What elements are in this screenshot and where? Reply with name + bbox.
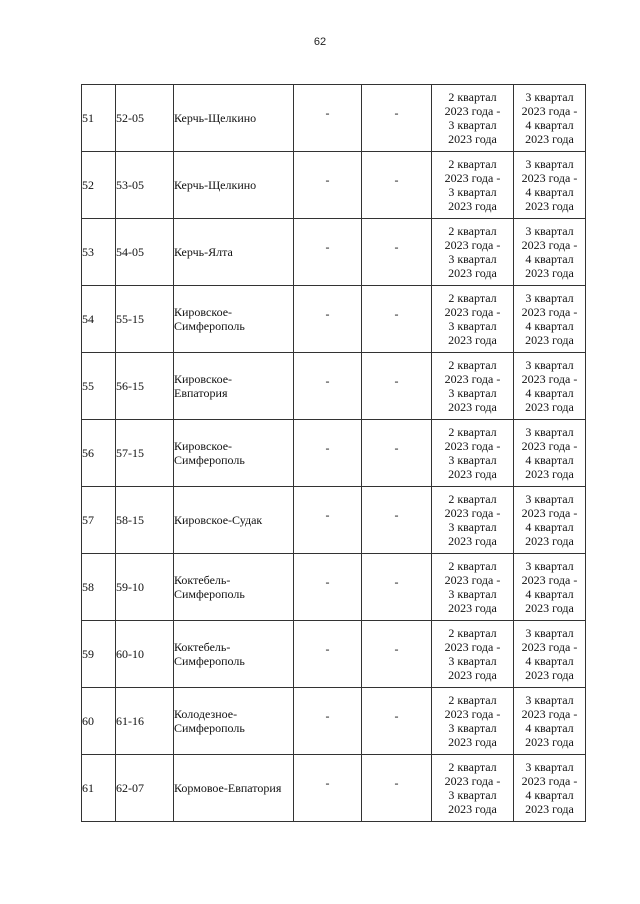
dash-value: - (325, 575, 330, 589)
dash-cell (362, 353, 432, 420)
dash-cell (294, 286, 362, 353)
quarter-line: 2023 года - (521, 707, 578, 721)
period-from (432, 353, 514, 420)
quarter-line: 2023 года - (521, 640, 578, 654)
quarter-line: 2023 года (525, 266, 574, 280)
period-from (432, 554, 514, 621)
dash-cell (362, 152, 432, 219)
dash-cell (294, 420, 362, 487)
quarter-line: 2023 года - (521, 774, 578, 788)
route-name (174, 487, 294, 554)
quarter-line: 2023 года (448, 199, 497, 213)
quarter-line: 2023 года (448, 333, 497, 347)
dash-value: - (325, 307, 330, 321)
quarter-line: 2023 года (448, 400, 497, 414)
quarter-line: 3 квартал (525, 693, 574, 707)
quarter-line: 2023 года (448, 266, 497, 280)
quarter-line: 4 квартал (525, 654, 574, 668)
quarter-line: 4 квартал (525, 252, 574, 266)
route-code: 53-05 (116, 152, 174, 219)
quarter-line: 2023 года - (444, 573, 501, 587)
route-name (174, 755, 294, 822)
dash-value: - (325, 642, 330, 656)
route-name-line: Кировское-Судак (174, 513, 263, 527)
dash-value: - (394, 106, 399, 120)
row-number: 57 (82, 487, 116, 554)
quarter-line: 2023 года (448, 132, 497, 146)
route-name (174, 152, 294, 219)
routes-table (81, 84, 586, 822)
route-code: 58-15 (116, 487, 174, 554)
quarter-line: 2023 года (525, 132, 574, 146)
quarter-line: 2023 года - (521, 372, 578, 386)
dash-value: - (394, 173, 399, 187)
route-name-line: Колодезное- (174, 707, 238, 721)
table-row (82, 152, 586, 219)
period-to (514, 85, 586, 152)
route-name (174, 286, 294, 353)
quarter-line: 2023 года - (521, 439, 578, 453)
quarter-line: 4 квартал (525, 788, 574, 802)
table-row (82, 219, 586, 286)
dash-value: - (394, 374, 399, 388)
period-from (432, 621, 514, 688)
route-code: 57-15 (116, 420, 174, 487)
dash-cell (362, 219, 432, 286)
row-number: 58 (82, 554, 116, 621)
page-number: 62 (313, 36, 327, 48)
dash-value: - (394, 575, 399, 589)
table-row (82, 353, 586, 420)
dash-value: - (394, 441, 399, 455)
quarter-line: 3 квартал (525, 626, 574, 640)
route-name-line: Симферополь (174, 453, 245, 467)
dash-cell (294, 554, 362, 621)
quarter-line: 2 квартал (448, 626, 497, 640)
row-number: 60 (82, 688, 116, 755)
dash-value: - (325, 374, 330, 388)
table-row (82, 755, 586, 822)
quarter-line: 3 квартал (525, 224, 574, 238)
quarter-line: 2023 года - (521, 171, 578, 185)
quarter-line: 4 квартал (525, 453, 574, 467)
routes-table-body (82, 85, 586, 822)
period-to (514, 755, 586, 822)
route-name-line: Симферополь (174, 319, 245, 333)
route-code: 56-15 (116, 353, 174, 420)
period-to (514, 353, 586, 420)
quarter-line: 2023 года - (521, 573, 578, 587)
period-to (514, 688, 586, 755)
dash-cell (294, 755, 362, 822)
dash-cell (362, 85, 432, 152)
quarter-line: 2023 года (448, 467, 497, 481)
dash-value: - (394, 307, 399, 321)
quarter-line: 3 квартал (448, 788, 497, 802)
row-number: 55 (82, 353, 116, 420)
quarter-line: 2023 года (525, 400, 574, 414)
route-name-line: Симферополь (174, 587, 245, 601)
dash-value: - (325, 441, 330, 455)
period-from (432, 152, 514, 219)
route-name (174, 353, 294, 420)
quarter-line: 3 квартал (525, 425, 574, 439)
quarter-line: 2023 года - (444, 238, 501, 252)
route-name-line: Симферополь (174, 721, 245, 735)
quarter-line: 4 квартал (525, 520, 574, 534)
quarter-line: 2023 года (525, 467, 574, 481)
period-from (432, 755, 514, 822)
route-name-line: Керчь-Щелкино (174, 111, 257, 125)
table-row (82, 420, 586, 487)
quarter-line: 2023 года - (444, 640, 501, 654)
dash-cell (294, 219, 362, 286)
quarter-line: 3 квартал (448, 721, 497, 735)
table-row (82, 621, 586, 688)
dash-cell (294, 85, 362, 152)
quarter-line: 2 квартал (448, 224, 497, 238)
quarter-line: 3 квартал (448, 587, 497, 601)
dash-cell (294, 353, 362, 420)
quarter-line: 2 квартал (448, 492, 497, 506)
period-to (514, 420, 586, 487)
dash-value: - (325, 508, 330, 522)
route-name-line: Евпатория (174, 386, 228, 400)
dash-cell (362, 286, 432, 353)
row-number: 61 (82, 755, 116, 822)
quarter-line: 2023 года - (521, 104, 578, 118)
table-row (82, 487, 586, 554)
route-code: 62-07 (116, 755, 174, 822)
quarter-line: 3 квартал (525, 358, 574, 372)
quarter-line: 2 квартал (448, 291, 497, 305)
dash-cell (294, 688, 362, 755)
dash-cell (294, 487, 362, 554)
table-row (82, 554, 586, 621)
quarter-line: 2023 года - (444, 707, 501, 721)
period-from (432, 219, 514, 286)
dash-value: - (325, 240, 330, 254)
dash-cell (362, 554, 432, 621)
quarter-line: 2 квартал (448, 90, 497, 104)
period-to (514, 152, 586, 219)
quarter-line: 2023 года - (521, 305, 578, 319)
route-code: 59-10 (116, 554, 174, 621)
period-from (432, 85, 514, 152)
dash-value: - (394, 508, 399, 522)
table-row (82, 286, 586, 353)
row-number: 51 (82, 85, 116, 152)
quarter-line: 2023 года (525, 802, 574, 816)
quarter-line: 2023 года (525, 668, 574, 682)
quarter-line: 2 квартал (448, 157, 497, 171)
quarter-line: 2023 года (525, 735, 574, 749)
dash-cell (294, 152, 362, 219)
quarter-line: 4 квартал (525, 319, 574, 333)
quarter-line: 4 квартал (525, 118, 574, 132)
quarter-line: 3 квартал (448, 252, 497, 266)
dash-cell (362, 755, 432, 822)
row-number: 59 (82, 621, 116, 688)
dash-value: - (325, 776, 330, 790)
quarter-line: 3 квартал (448, 185, 497, 199)
table-row (82, 688, 586, 755)
quarter-line: 3 квартал (525, 760, 574, 774)
row-number: 52 (82, 152, 116, 219)
dash-value: - (394, 776, 399, 790)
quarter-line: 2023 года - (521, 506, 578, 520)
route-name (174, 688, 294, 755)
quarter-line: 2023 года - (444, 506, 501, 520)
dash-cell (294, 621, 362, 688)
route-name-line: Кормовое-Евпатория (174, 781, 282, 795)
quarter-line: 2 квартал (448, 559, 497, 573)
route-code: 60-10 (116, 621, 174, 688)
quarter-line: 2023 года (448, 668, 497, 682)
quarter-line: 2023 года (448, 601, 497, 615)
dash-value: - (325, 106, 330, 120)
quarter-line: 2023 года (525, 199, 574, 213)
period-from (432, 286, 514, 353)
quarter-line: 3 квартал (448, 386, 497, 400)
route-name (174, 85, 294, 152)
period-to (514, 219, 586, 286)
row-number: 56 (82, 420, 116, 487)
quarter-line: 2 квартал (448, 358, 497, 372)
quarter-line: 2023 года (448, 802, 497, 816)
period-to (514, 286, 586, 353)
period-to (514, 621, 586, 688)
route-code: 61-16 (116, 688, 174, 755)
quarter-line: 2023 года - (444, 171, 501, 185)
period-from (432, 420, 514, 487)
period-to (514, 554, 586, 621)
table-row (82, 85, 586, 152)
dash-cell (362, 621, 432, 688)
quarter-line: 2 квартал (448, 425, 497, 439)
quarter-line: 4 квартал (525, 721, 574, 735)
quarter-line: 2023 года - (444, 439, 501, 453)
dash-cell (362, 420, 432, 487)
dash-cell (362, 487, 432, 554)
quarter-line: 2023 года - (444, 774, 501, 788)
route-name (174, 420, 294, 487)
quarter-line: 2023 года - (521, 238, 578, 252)
quarter-line: 2023 года (525, 534, 574, 548)
quarter-line: 2023 года (525, 601, 574, 615)
route-name-line: Кировское- (174, 372, 233, 386)
quarter-line: 4 квартал (525, 185, 574, 199)
route-name-line: Коктебель- (174, 640, 231, 654)
route-name (174, 219, 294, 286)
period-to (514, 487, 586, 554)
dash-value: - (325, 173, 330, 187)
period-from (432, 487, 514, 554)
quarter-line: 3 квартал (525, 291, 574, 305)
route-name-line: Кировское- (174, 305, 233, 319)
quarter-line: 3 квартал (448, 118, 497, 132)
route-name-line: Симферополь (174, 654, 245, 668)
route-name-line: Кировское- (174, 439, 233, 453)
quarter-line: 2 квартал (448, 693, 497, 707)
quarter-line: 2023 года - (444, 305, 501, 319)
quarter-line: 2 квартал (448, 760, 497, 774)
dash-cell (362, 688, 432, 755)
route-code: 52-05 (116, 85, 174, 152)
period-from (432, 688, 514, 755)
quarter-line: 4 квартал (525, 587, 574, 601)
quarter-line: 3 квартал (448, 520, 497, 534)
quarter-line: 3 квартал (448, 453, 497, 467)
quarter-line: 3 квартал (525, 559, 574, 573)
quarter-line: 2023 года - (444, 104, 501, 118)
route-name-line: Керчь-Щелкино (174, 178, 257, 192)
quarter-line: 3 квартал (525, 90, 574, 104)
quarter-line: 3 квартал (448, 319, 497, 333)
route-name (174, 621, 294, 688)
route-name-line: Коктебель- (174, 573, 231, 587)
dash-value: - (325, 709, 330, 723)
row-number: 53 (82, 219, 116, 286)
quarter-line: 2023 года (448, 534, 497, 548)
row-number: 54 (82, 286, 116, 353)
quarter-line: 2023 года (525, 333, 574, 347)
dash-value: - (394, 709, 399, 723)
route-code: 54-05 (116, 219, 174, 286)
quarter-line: 2023 года (448, 735, 497, 749)
route-name-line: Керчь-Ялта (174, 245, 233, 259)
quarter-line: 2023 года - (444, 372, 501, 386)
quarter-line: 4 квартал (525, 386, 574, 400)
quarter-line: 3 квартал (525, 492, 574, 506)
route-name (174, 554, 294, 621)
quarter-line: 3 квартал (525, 157, 574, 171)
dash-value: - (394, 240, 399, 254)
dash-value: - (394, 642, 399, 656)
quarter-line: 3 квартал (448, 654, 497, 668)
route-code: 55-15 (116, 286, 174, 353)
